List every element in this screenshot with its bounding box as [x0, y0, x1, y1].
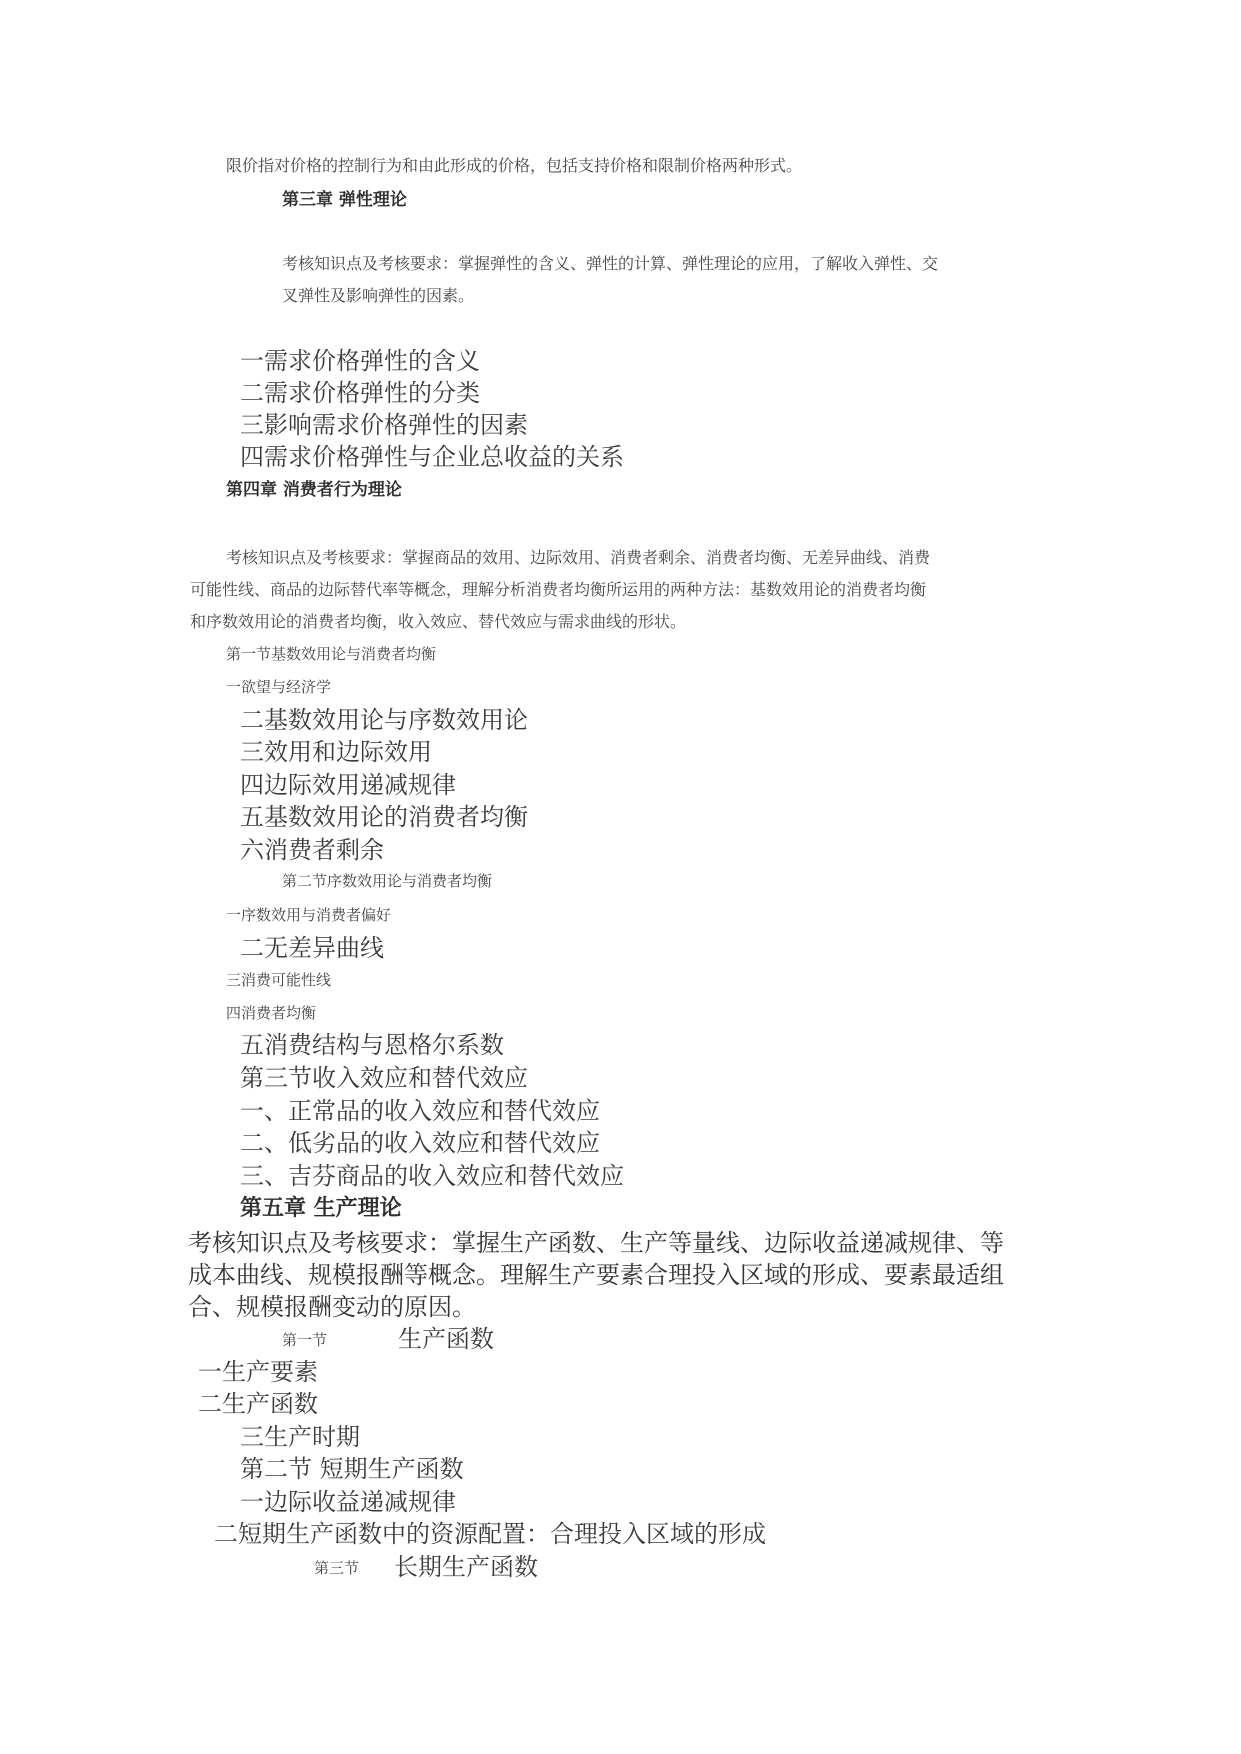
chapter-5-section-3-name: 长期生产函数 — [394, 1553, 538, 1581]
chapter-3-requirements-line-2: 叉弹性及影响弹性的因素。 — [282, 286, 475, 305]
chapter-5-requirements-line-2: 成本曲线、规模报酬等概念。理解生产要素合理投入区域的形成、要素最适组 — [188, 1261, 1004, 1289]
chapter-4-section-2-item-3: 三消费可能性线 — [226, 971, 332, 989]
chapter-4-section-1-item-6: 六消费者剩余 — [240, 836, 384, 864]
chapter-5-section-1-item-2: 二生产函数 — [198, 1390, 318, 1418]
chapter-4-requirements-line-2: 可能性线、商品的边际替代率等概念，理解分析消费者均衡所运用的两种方法：基数效用论的消费者均衡 — [190, 580, 927, 599]
chapter-5-section-1-name: 生产函数 — [398, 1325, 494, 1353]
chapter-5-section-1-label: 第一节 — [282, 1331, 328, 1349]
chapter-5-section-1-item-1: 一生产要素 — [198, 1358, 318, 1386]
chapter-4-section-1-item-3: 三效用和边际效用 — [240, 738, 432, 766]
chapter-5-section-3-label: 第三节 — [314, 1559, 360, 1577]
chapter-3-requirements-line-1: 考核知识点及考核要求：掌握弹性的含义、弹性的计算、弹性理论的应用，了解收入弹性、交 — [282, 254, 939, 273]
chapter-4-section-3-item-2: 二、低劣品的收入效应和替代效应 — [240, 1129, 600, 1157]
chapter-4-section-1-item-2: 二基数效用论与序数效用论 — [240, 706, 528, 734]
chapter-4-section-3-title: 第三节收入效应和替代效应 — [240, 1064, 528, 1092]
chapter-4-section-1-item-5: 五基数效用论的消费者均衡 — [240, 803, 528, 831]
chapter-5-section-2-item-1: 一边际收益递减规律 — [240, 1488, 456, 1516]
chapter-4-section-3-item-3: 三、吉芬商品的收入效应和替代效应 — [240, 1162, 624, 1190]
chapter-4-title: 第四章 消费者行为理论 — [226, 480, 402, 500]
chapter-4-requirements-line-1: 考核知识点及考核要求：掌握商品的效用、边际效用、消费者剩余、消费者均衡、无差异曲线、消费 — [226, 548, 931, 567]
chapter-3-item-4: 四需求价格弹性与企业总收益的关系 — [240, 443, 624, 471]
chapter-4-section-2-item-2: 二无差异曲线 — [240, 934, 384, 962]
paragraph-price-control: 限价指对价格的控制行为和由此形成的价格，包括支持价格和限制价格两种形式。 — [226, 156, 803, 175]
chapter-5-section-2-item-2: 二短期生产函数中的资源配置：合理投入区域的形成 — [214, 1520, 766, 1548]
chapter-5-title: 第五章 生产理论 — [240, 1195, 402, 1221]
chapter-5-requirements-line-3: 合、规模报酬变动的原因。 — [188, 1293, 476, 1321]
chapter-5-requirements-line-1: 考核知识点及考核要求：掌握生产函数、生产等量线、边际收益递减规律、等 — [188, 1229, 1004, 1257]
chapter-3-item-1: 一需求价格弹性的含义 — [240, 347, 480, 375]
chapter-4-section-2-item-4: 四消费者均衡 — [226, 1004, 317, 1022]
chapter-4-section-1-item-4: 四边际效用递减规律 — [240, 771, 456, 799]
chapter-3-item-3: 三影响需求价格弹性的因素 — [240, 411, 528, 439]
chapter-5-section-2-title: 第二节 短期生产函数 — [240, 1455, 464, 1483]
chapter-4-requirements-line-3: 和序数效用论的消费者均衡，收入效应、替代效应与需求曲线的形状。 — [190, 612, 687, 631]
chapter-3-item-2: 二需求价格弹性的分类 — [240, 379, 480, 407]
chapter-4-section-3-item-1: 一、正常品的收入效应和替代效应 — [240, 1097, 600, 1125]
chapter-4-section-2-item-1: 一序数效用与消费者偏好 — [226, 906, 392, 924]
chapter-3-title: 第三章 弹性理论 — [282, 190, 407, 210]
chapter-5-section-1-item-3: 三生产时期 — [240, 1423, 360, 1451]
chapter-4-section-2-item-5: 五消费结构与恩格尔系数 — [240, 1031, 504, 1059]
chapter-4-section-2-title: 第二节序数效用论与消费者均衡 — [282, 872, 493, 890]
chapter-4-section-1-item-1: 一欲望与经济学 — [226, 678, 332, 696]
chapter-4-section-1-title: 第一节基数效用论与消费者均衡 — [226, 645, 437, 663]
